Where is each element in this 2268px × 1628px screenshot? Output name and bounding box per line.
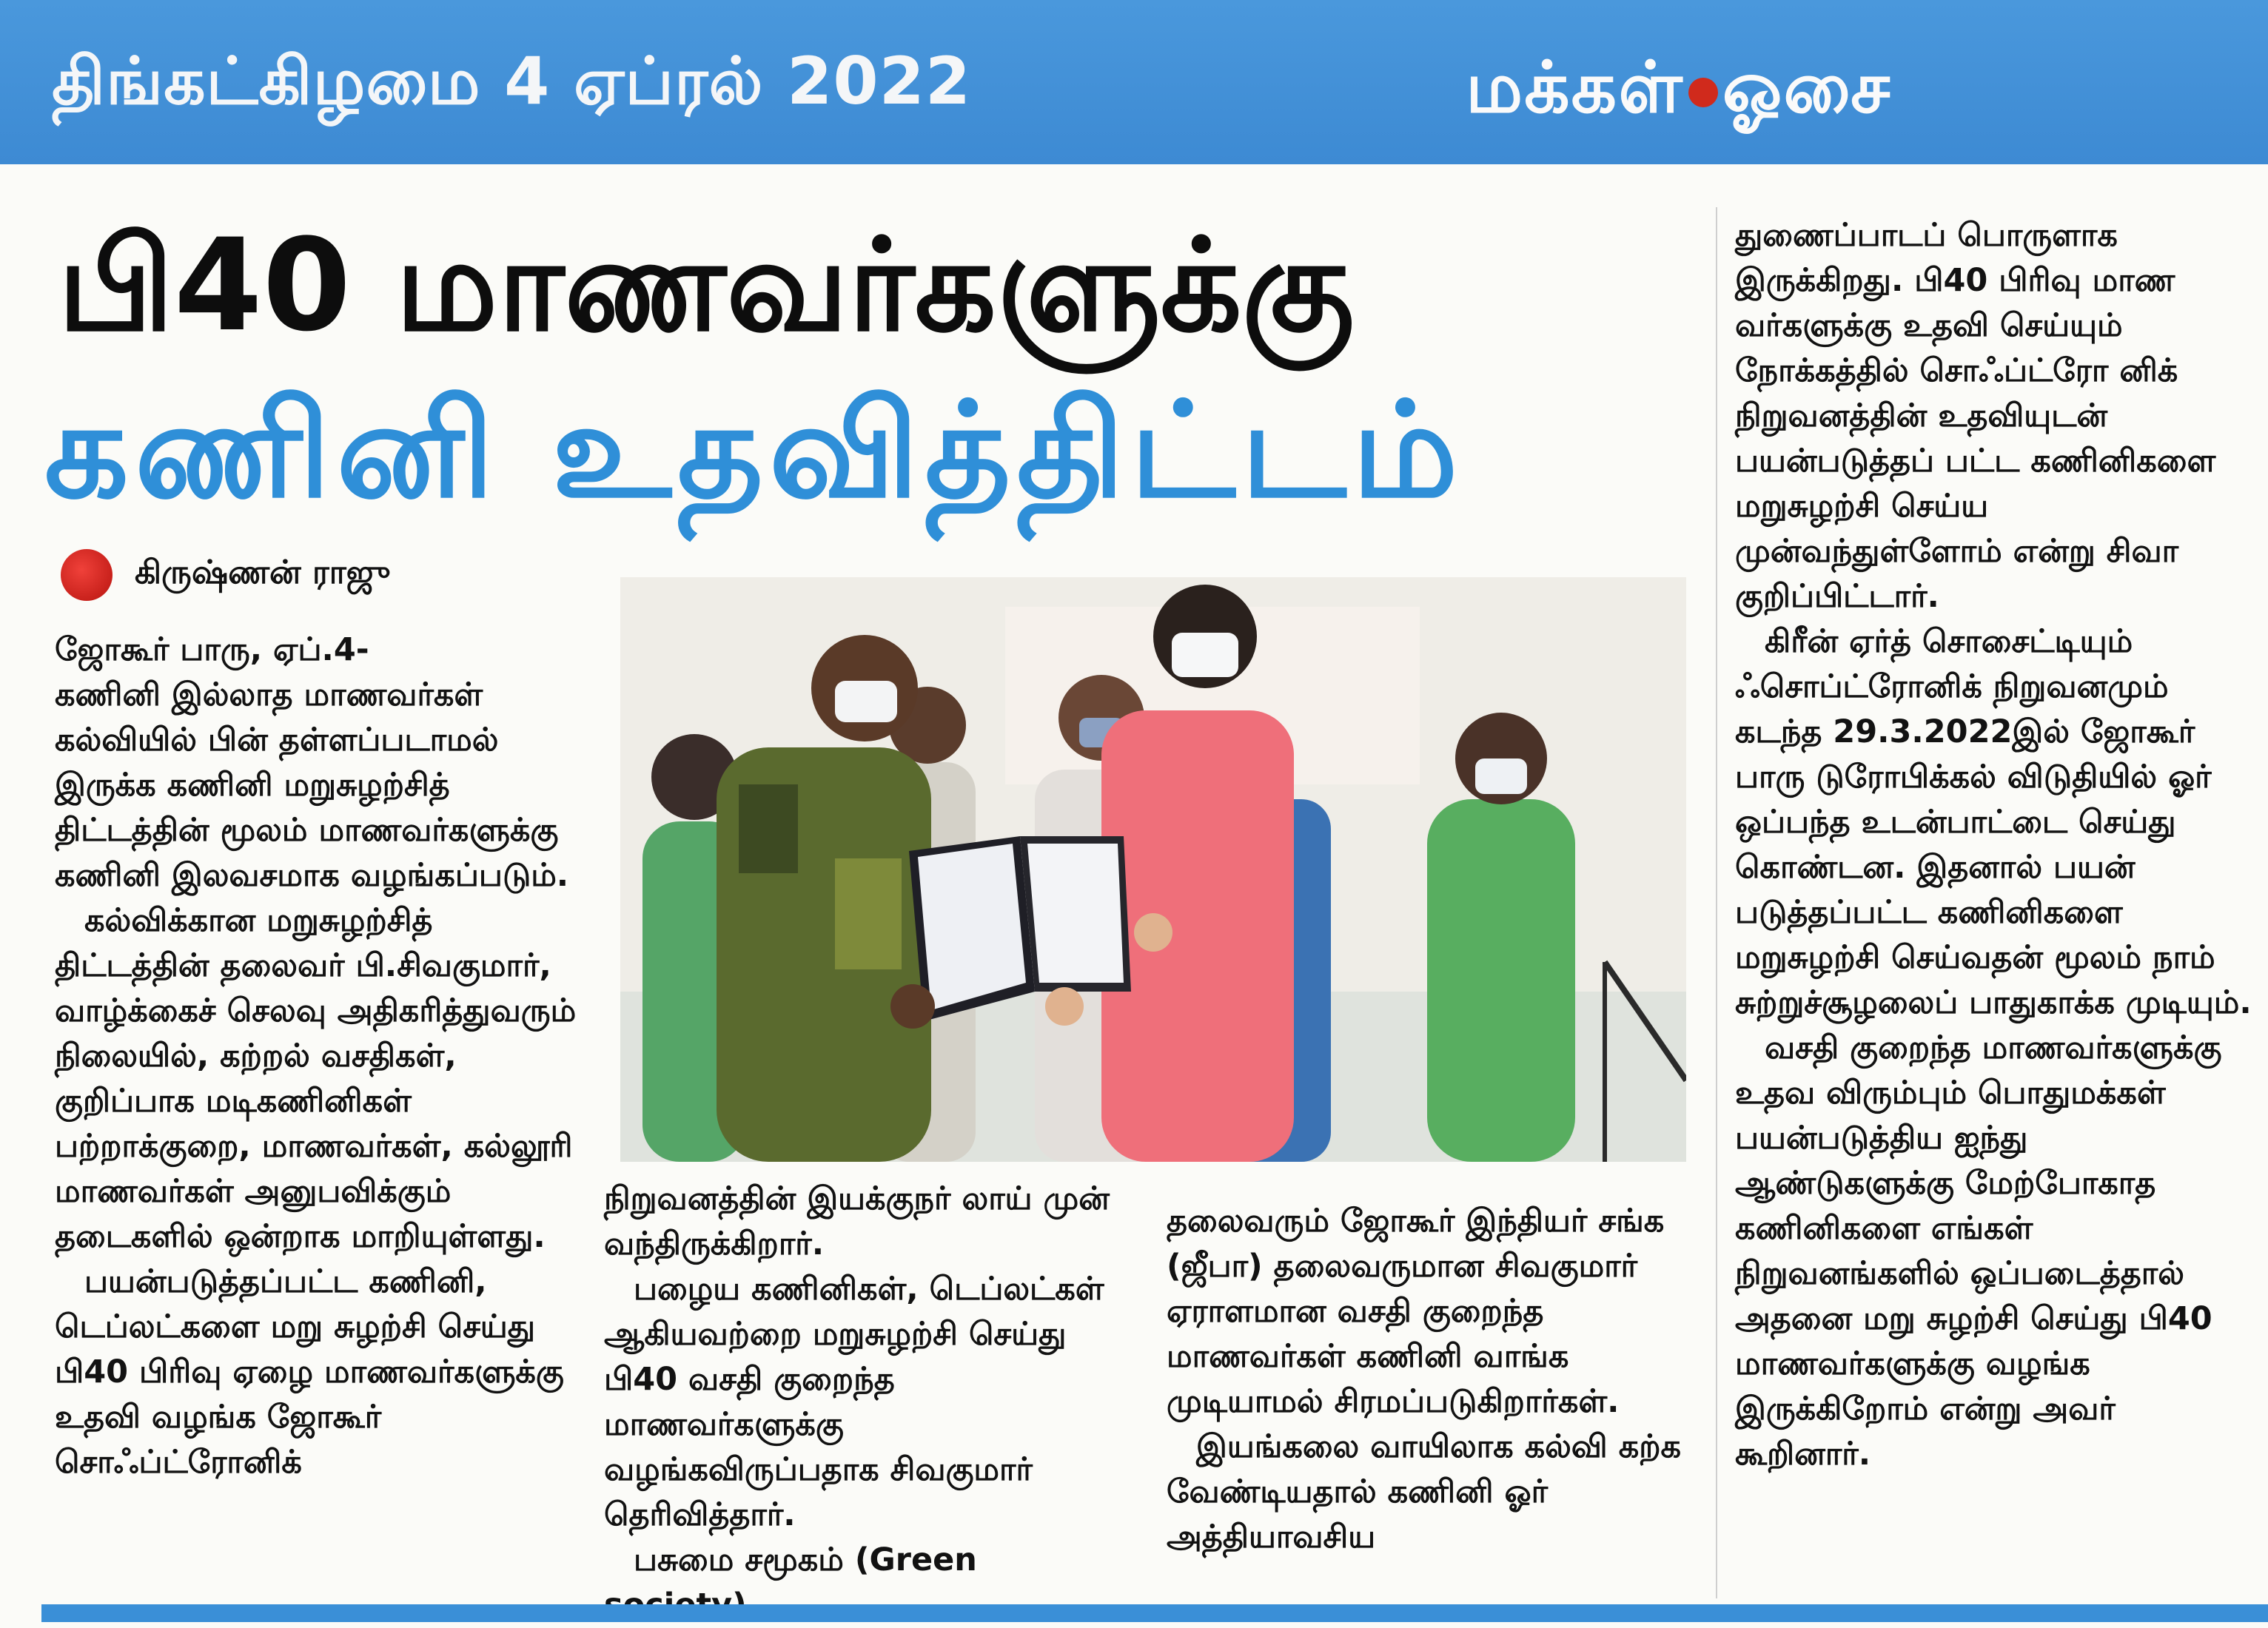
- dateline: ஜோகூர் பாரு, ஏப்.4-: [55, 631, 369, 668]
- issue-date: திங்கட்கிழமை 4 ஏப்ரல் 2022: [52, 43, 972, 119]
- byline-bullet-icon: [61, 549, 113, 601]
- article-photo: [620, 577, 1686, 1162]
- article-column-3: [1167, 1199, 1685, 1560]
- article-column-4: [1735, 213, 2253, 1477]
- paragraph: கிரீன் ஏர்த் சொசைட்டியும் ஃசொப்ட்ரோனிக் நிறுவனமும் கடந்த 29.3.2022இல் ஜோகூர் பாரு டுரோபிக்கல் விடுதியில் ஓர் ஒப்பந்த உடன்பாட்டை செய்து கொண்டன. இதனால் பயன் படுத்தப்பட்ட கணினிகளை மறுசுழற்சி செய்வதன் மூலம் நாம் சுற்றுச்சூழலைப் பாதுகாக்க முடியும்.: [1735, 623, 2252, 1021]
- paragraph: பழைய கணினிகள், டெப்லட்கள் ஆகியவற்றை மறுசுழற்சி செய்து பி40 வசதி குறைந்த மாணவர்களுக்கு வழங்கவிருப்பதாக சிவகுமார் தெரிவித்தார்.: [604, 1271, 1104, 1533]
- paragraph: கணினி இல்லாத மாணவர்கள் கல்வியில் பின் தள்ளப்படாமல் இருக்க கணினி மறுசுழற்சித் திட்டத்தின் மூலம் மாணவர்களுக்கு கணினி இலவசமாக வழங்கப்படும்.: [55, 676, 569, 894]
- paragraph: துணைப்பாடப் பொருளாக இருக்கிறது. பி40 பிரிவு மாண வர்களுக்கு உதவி செய்யும் நோக்கத்தில் சொஃப்ட்ரோ னிக் நிறுவனத்தின் உதவியுடன் பயன்படுத்தப் பட்ட கணினிகளை மறுசுழற்சி செய்ய முன்வந்துள்ளோம் என்று சிவா குறிப்பிட்டார்.: [1735, 217, 2216, 615]
- article-column-2: [604, 1177, 1122, 1628]
- masthead-emblem-icon: [1688, 78, 1718, 107]
- paragraph: கல்விக்கான மறுசுழற்சித் திட்டத்தின் தலைவர் பி.சிவகுமார், வாழ்க்கைச் செலவு அதிகரித்துவரும் நிலையில், கற்றல் வசதிகள், குறிப்பாக மடிகணினிகள் பற்றாக்குறை, மாணவர்கள், கல்லூரி மாணவர்கள் அனுபவிக்கும் தடைகளில் ஒன்றாக மாறியுள்ளது.: [55, 902, 577, 1255]
- headline-line-1: பி40 மாணவர்களுக்கு: [58, 211, 1355, 360]
- byline-author: கிருஷ்ணன் ராஜு: [135, 554, 391, 591]
- paragraph: நிறுவனத்தின் இயக்குநர் லாய் முன் வந்திருக்கிறார்.: [604, 1180, 1110, 1262]
- paragraph: வசதி குறைந்த மாணவர்களுக்கு உதவ விரும்பும் பொதுமக்கள் பயன்படுத்திய ஐந்து ஆண்டுகளுக்கு மேற்போகாத கணினிகளை எங்கள் நிறுவனங்களில் ஒப்படைத்தால் அதனை மறு சுழற்சி செய்து பி40 மாணவர்களுக்கு வழங்க இருக்கிறோம் என்று அவர் கூறினார்.: [1735, 1029, 2222, 1473]
- paragraph: பயன்படுத்தப்பட்ட கணினி, டெப்லட்களை மறு சுழற்சி செய்து பி40 பிரிவு ஏழை மாணவர்களுக்கு உதவி வழங்க ஜோகூர் சொஃப்ட்ரோனிக்: [55, 1263, 564, 1481]
- paragraph: பசுமை சமூகம் (Green: [634, 1541, 977, 1578]
- headline-line-2: கணினி உதவித்திட்டம்: [44, 374, 1464, 527]
- photo-illustration: [620, 577, 1686, 1162]
- article-column-1: [55, 628, 588, 1485]
- bottom-color-strip: [41, 1604, 2268, 1622]
- paragraph: இயங்கலை வாயிலாக கல்வி கற்க வேண்டியதால் கணினி ஓர் அத்தியாவசிய: [1167, 1428, 1681, 1555]
- column-divider: [1716, 207, 1717, 1598]
- masthead-left: மக்கள்: [1466, 46, 1684, 129]
- newspaper-masthead: [1466, 46, 1891, 138]
- masthead-right: ஓசை: [1722, 46, 1892, 129]
- paragraph: தலைவரும் ஜோகூர் இந்தியர் சங்க (ஜீபா) தலைவருமான சிவகுமார் ஏராளமான வசதி குறைந்த மாணவர்கள் கணினி வாங்க முடியாமல் சிரமப்படுகிறார்கள்.: [1167, 1202, 1665, 1420]
